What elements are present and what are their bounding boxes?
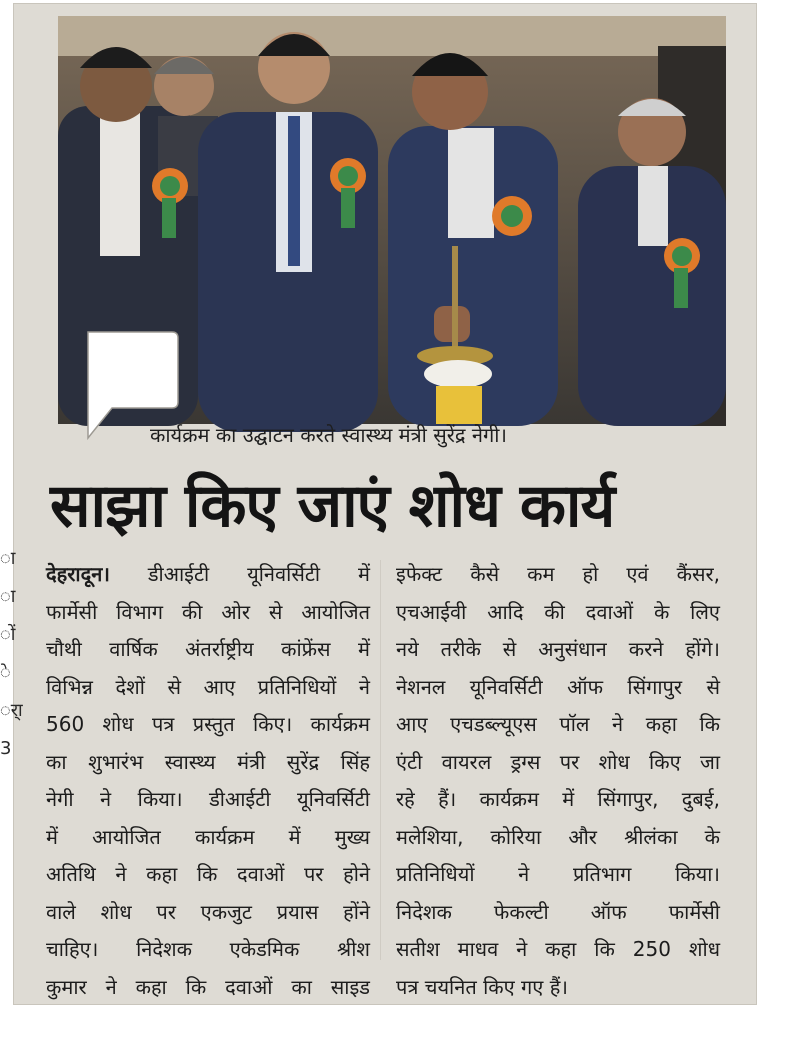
article-line: कुमार ने कहा कि दवाओं का साइड xyxy=(46,974,370,999)
article-line: पत्र चयनित किए गए हैं। xyxy=(396,974,568,999)
article-line: सतीश माधव ने कहा कि 250 शोध xyxy=(396,937,720,961)
article-line: रहे हैं। कार्यक्रम में सिंगापुर, दुबई, xyxy=(396,787,720,811)
fragment-line: ा xyxy=(0,548,16,569)
article-line: 560 शोध पत्र प्रस्तुत किए। कार्यक्रम xyxy=(46,712,370,736)
photo-caption: कार्यक्रम का उद्घाटन करते स्वास्थ्य मंत्री सुरेंद्र नेगी। xyxy=(150,423,508,447)
fragment-line: े xyxy=(0,662,11,683)
fragment-line: ों xyxy=(0,624,16,645)
article-line: निदेशक फेकल्टी ऑफ फार्मेसी xyxy=(396,899,720,924)
fragment-line: र्ा xyxy=(0,700,23,721)
fragment-line: 3 xyxy=(0,738,12,759)
dateline: देहरादून। xyxy=(46,562,110,586)
article-line: चौथी वार्षिक अंतर्राष्ट्रीय कांफ्रेंस में xyxy=(46,637,370,661)
article-line: देहरादून। डीआईटी यूनिवर्सिटी में xyxy=(46,562,370,586)
article-line: नये तरीके से अनुसंधान करने होंगे। xyxy=(396,637,720,661)
article-line: एंटी वायरल ड्रग्स पर शोध किए जा xyxy=(396,749,720,774)
article-line: विभिन्न देशों से आए प्रतिनिधियों ने xyxy=(46,674,370,699)
article-line: नेशनल यूनिवर्सिटी ऑफ सिंगापुर से xyxy=(396,674,720,699)
article-line: प्रतिनिधियों ने प्रतिभाग किया। xyxy=(396,862,720,886)
fragment-line: ा xyxy=(0,586,16,607)
article-line: का शुभारंभ स्वास्थ्य मंत्री सुरेंद्र सिंह xyxy=(46,749,370,774)
article-column-left xyxy=(46,556,370,1006)
article-column-right xyxy=(396,556,720,1006)
article-line: आए एचडब्ल्यूएस पॉल ने कहा कि xyxy=(396,712,720,736)
article-line: फार्मेसी विभाग की ओर से आयोजित xyxy=(46,599,370,624)
article-line: नेगी ने किया। डीआईटी यूनिवर्सिटी xyxy=(46,787,370,811)
article-line: एचआईवी आदि की दवाओं के लिए xyxy=(396,599,720,624)
article-line: अतिथि ने कहा कि दवाओं पर होने xyxy=(46,862,370,886)
article-line: इफेक्ट कैसे कम हो एवं कैंसर, xyxy=(396,562,720,586)
article-line: चाहिए। निदेशक एकेडमिक श्रीश xyxy=(46,937,370,961)
headline: साझा किए जाएं शोध कार्य xyxy=(50,471,615,541)
adjacent-column-fragment xyxy=(0,540,23,870)
article-line: में आयोजित कार्यक्रम में मुख्य xyxy=(46,824,370,849)
article-line: वाले शोध पर एकजुट प्रयास होंने xyxy=(46,899,370,924)
article-line: मलेशिया, कोरिया और श्रीलंका के xyxy=(396,824,720,849)
column-divider xyxy=(380,560,381,960)
